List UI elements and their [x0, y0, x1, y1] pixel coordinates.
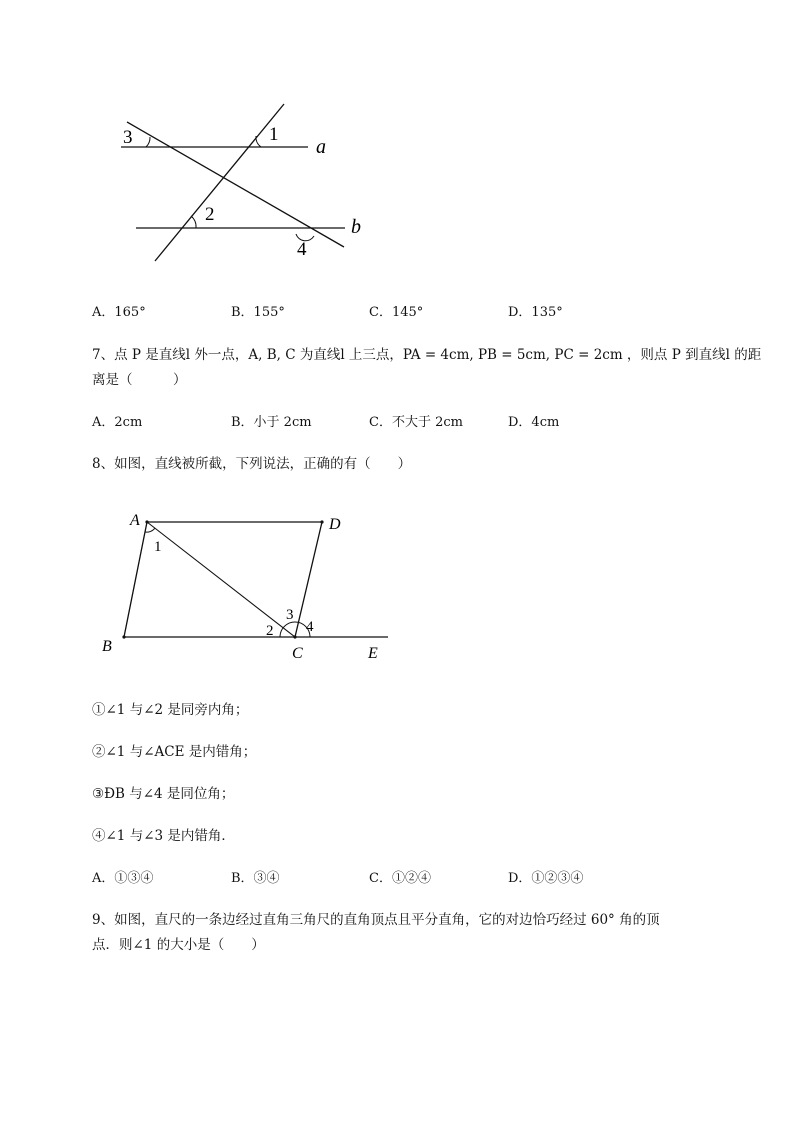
q8-statement-1: ①∠1 与∠2 是同旁内角；	[92, 702, 249, 718]
label-a: A	[130, 512, 140, 529]
diagonal-ac	[147, 522, 295, 637]
q7-option-c[interactable]: C．不大于 2cm	[369, 415, 463, 430]
q6-option-a[interactable]: A．165°	[92, 305, 146, 320]
q7-option-d[interactable]: D．4cm	[508, 415, 560, 430]
q8-option-b[interactable]: B．③④	[231, 871, 280, 886]
label-angle-3: 3	[286, 607, 294, 623]
label-d: D	[329, 516, 341, 533]
q7-stem-line2: 离是（ ）	[92, 372, 187, 388]
figure-parallel-lines	[0, 0, 794, 300]
q9-stem-line1: 9、如图，直尺的一条边经过直角三角尺的直角顶点且平分直角，它的对边恰巧经过 60° 角的顶	[92, 912, 660, 928]
q8-statement-2: ②∠1 与∠ACE 是内错角；	[92, 744, 257, 760]
q8-option-c[interactable]: C．①②④	[369, 871, 431, 886]
angle-arc-3	[146, 137, 150, 147]
q8-option-a[interactable]: A．①③④	[92, 871, 154, 886]
label-e: E	[368, 645, 378, 662]
point-d	[320, 520, 323, 523]
point-c	[293, 635, 296, 638]
q6-option-d[interactable]: D．135°	[508, 305, 563, 320]
angle-arc-1	[145, 528, 155, 532]
label-c: C	[292, 645, 303, 662]
q7-option-b[interactable]: B．小于 2cm	[231, 415, 312, 430]
label-b: b	[351, 216, 361, 238]
q7-option-a[interactable]: A．2cm	[92, 415, 143, 430]
angle-arc-2	[191, 216, 196, 228]
q8-statement-3: ③ÐB 与∠4 是同位角；	[92, 786, 235, 802]
point-b	[122, 635, 125, 638]
q8-stem: 8、如图，直线被所截，下列说法，正确的有（ ）	[92, 456, 412, 472]
label-angle-1: 1	[154, 539, 162, 555]
q6-option-c[interactable]: C．145°	[369, 305, 424, 320]
label-1: 1	[269, 124, 279, 145]
label-angle-4: 4	[306, 619, 314, 635]
q9-stem-line2: 点．则∠1 的大小是（ ）	[92, 937, 265, 953]
q7-stem-line1: 7、点 P 是直线l 外一点，A, B, C 为直线l 上三点，PA = 4cm, PB = 5cm, PC = 2cm ，则点 P 到直线l 的距	[92, 347, 762, 363]
label-3: 3	[123, 127, 133, 148]
q6-option-b[interactable]: B．155°	[231, 305, 285, 320]
transversal-1	[155, 104, 284, 261]
label-2: 2	[205, 204, 215, 225]
q8-statement-4: ④∠1 与∠3 是内错角．	[92, 828, 235, 844]
label-4: 4	[297, 239, 307, 260]
segment-ab	[124, 522, 147, 637]
q8-option-d[interactable]: D．①②③④	[508, 871, 584, 886]
label-b: B	[102, 638, 112, 655]
figure-parallelogram	[0, 500, 794, 700]
label-a: a	[316, 136, 326, 158]
point-a	[145, 520, 148, 523]
label-angle-2: 2	[266, 623, 274, 639]
